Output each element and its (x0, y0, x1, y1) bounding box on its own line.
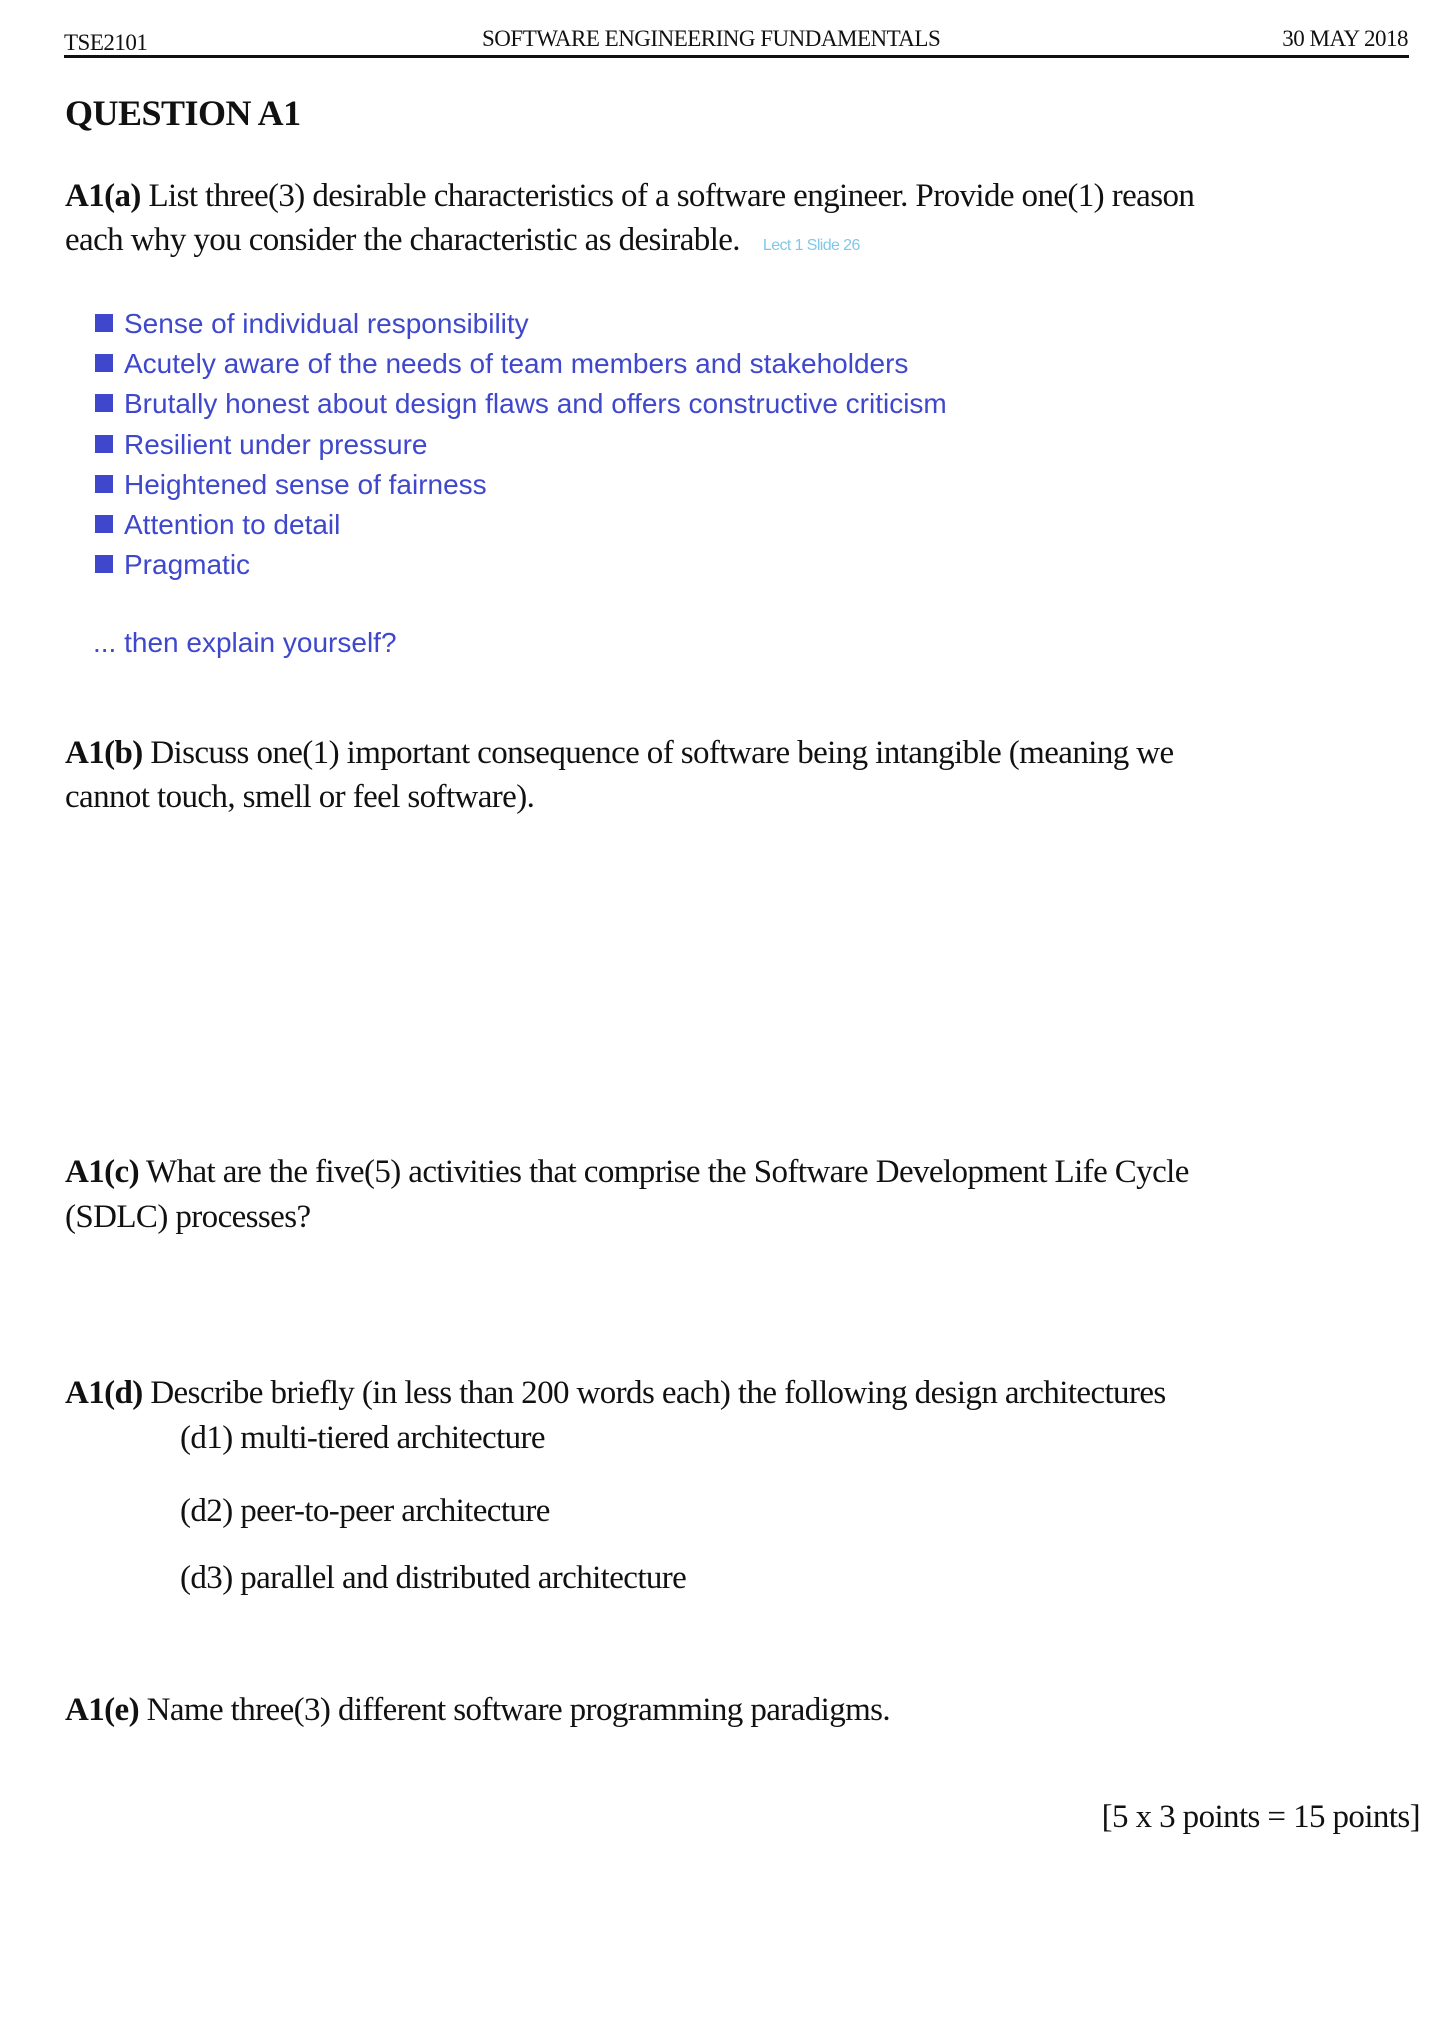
question-c-line2: (SDLC) processes? (65, 1199, 311, 1235)
square-bullet-icon (95, 314, 113, 332)
answer-text: Heightened sense of fairness (124, 468, 487, 500)
question-b-line1 (65, 735, 1174, 772)
answer-text: Attention to detail (124, 509, 341, 540)
question-a-label: A1(a) (65, 178, 141, 214)
answer-text: Acutely aware of the needs of team members and stakeholders (124, 348, 909, 380)
question-d1: (d1) multi-tiered architecture (180, 1420, 545, 1456)
square-bullet-icon (95, 435, 113, 453)
answer-item (95, 308, 529, 340)
question-a-text2: each why you consider the characteristic as desirable. (65, 222, 740, 258)
square-bullet-icon (95, 555, 113, 573)
question-a-line1 (65, 178, 1194, 215)
question-title: QUESTION A1 (65, 93, 301, 133)
question-c-label: A1(c) (65, 1154, 139, 1190)
answer-text: Brutally honest about design flaws and offers constructive criticism (124, 388, 947, 420)
question-e-label: A1(e) (65, 1692, 139, 1728)
question-c-text: What are the five(5) activities that comprise the Software Development Life Cycle (138, 1154, 1189, 1190)
header-rule (64, 55, 1409, 58)
exam-date: 30 MAY 2018 (1282, 26, 1408, 51)
answer-item (95, 348, 908, 380)
answer-text: Sense of individual responsibility (124, 308, 529, 339)
points-total: [5 x 3 points = 15 points] (1101, 1799, 1420, 1835)
answer-text: Pragmatic (124, 549, 251, 581)
square-bullet-icon (95, 394, 113, 412)
answer-text: Resilient under pressure (124, 428, 428, 460)
question-c-line1 (65, 1154, 1189, 1191)
question-d-text: Describe briefly (in less than 200 words each) the following design architectures (142, 1375, 1166, 1411)
question-d2: (d2) peer-to-peer architecture (180, 1493, 550, 1529)
lecture-reference: Lect 1 Slide 26 (762, 237, 860, 254)
question-a-line2 (65, 222, 860, 259)
question-d-line1 (65, 1375, 1166, 1412)
square-bullet-icon (95, 515, 113, 533)
question-e-line1 (65, 1692, 890, 1729)
square-bullet-icon (95, 354, 113, 372)
answer-item (95, 388, 947, 420)
question-b-label: A1(b) (65, 735, 143, 771)
course-title: SOFTWARE ENGINEERING FUNDAMENTALS (482, 26, 941, 51)
answer-item (95, 549, 250, 581)
question-d-label: A1(d) (65, 1375, 143, 1411)
answer-item (95, 469, 487, 501)
question-b-line2: cannot touch, smell or feel software). (65, 779, 535, 815)
square-bullet-icon (95, 475, 113, 493)
question-b-text: Discuss one(1) important consequence of software being intangible (meaning we (142, 735, 1174, 771)
question-d3: (d3) parallel and distributed architecture (180, 1560, 687, 1596)
question-a-text: List three(3) desirable characteristics of a software engineer. Provide one(1) reason (140, 178, 1195, 214)
course-code: TSE2101 (64, 30, 148, 55)
answer-item (95, 429, 428, 461)
followup-note: ... then explain yourself? (93, 627, 397, 658)
question-e-text: Name three(3) different software programming paradigms. (138, 1692, 891, 1728)
answer-item (95, 509, 340, 541)
